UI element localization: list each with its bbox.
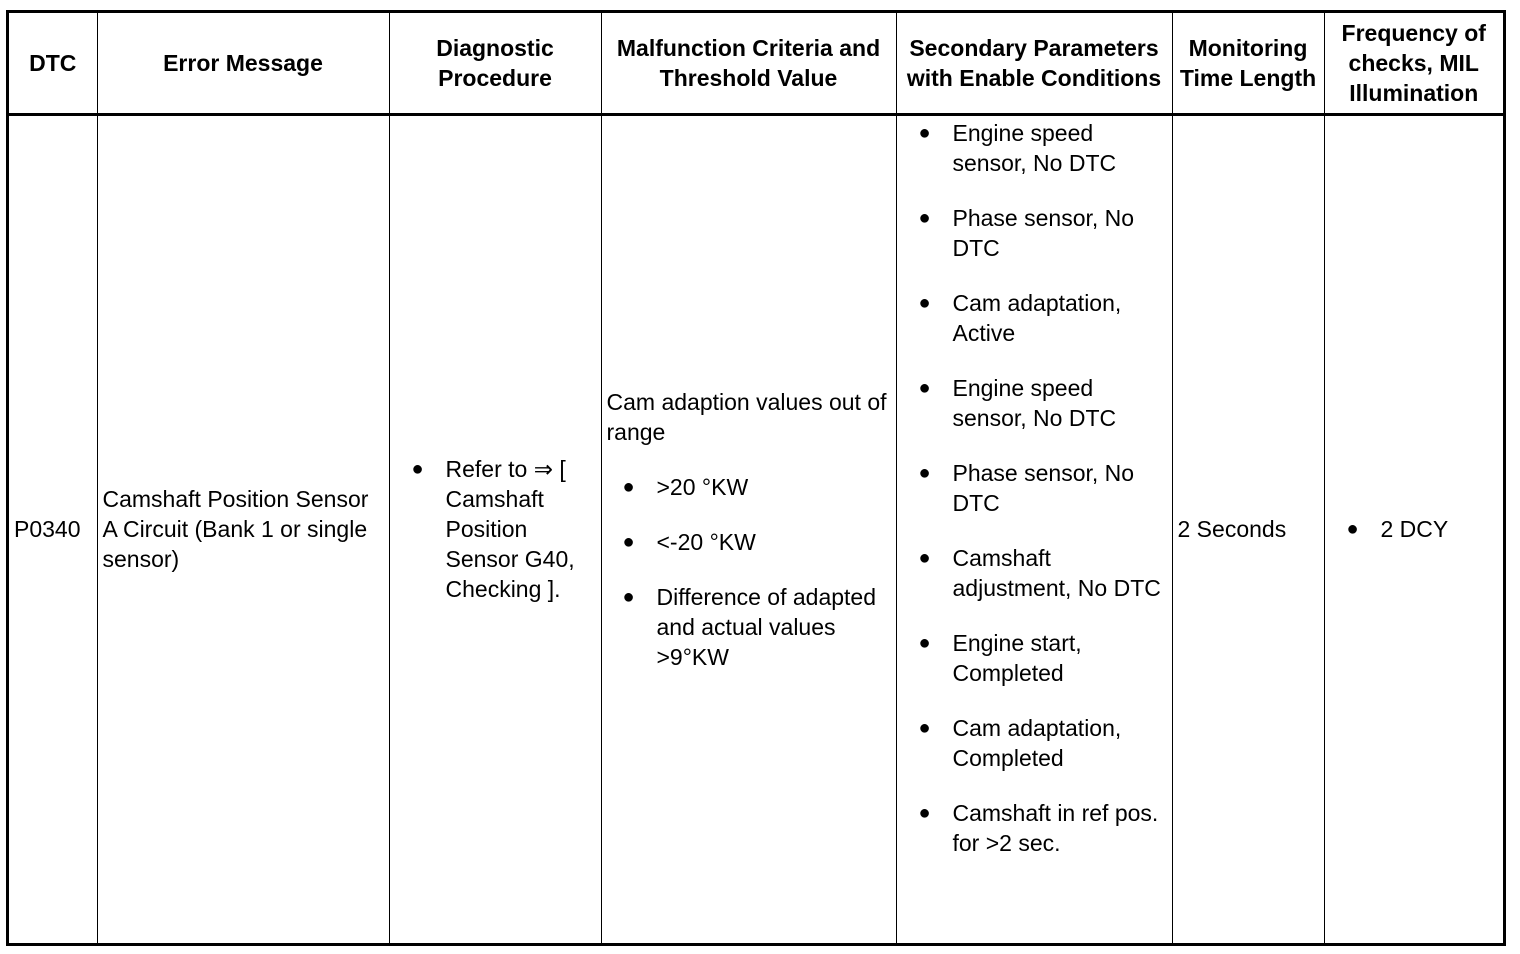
diagnostic-procedure-link[interactable]: ● Refer to ⇒ [ Camshaft Position Sensor G40, Checking ].: [412, 454, 595, 604]
header-row: [9, 13, 1503, 114]
header-diagnostic-procedure: Diagnostic Procedure: [389, 13, 601, 114]
secondary-parameter-item: ● Camshaft in ref pos. for >2 sec.: [919, 798, 1166, 858]
header-monitoring-time: Monitoring Time Length: [1172, 13, 1324, 114]
diagnostic-procedure-cell: [389, 114, 601, 943]
secondary-parameter-item: ● Camshaft adjustment, No DTC: [919, 543, 1166, 603]
header-malfunction-criteria: Malfunction Criteria and Threshold Value: [601, 13, 896, 114]
frequency-item: ● 2 DCY: [1347, 514, 1504, 544]
secondary-parameters-list: [919, 118, 1166, 858]
header-secondary-parameters: Secondary Parameters with Enable Conditions: [896, 13, 1172, 114]
malfunction-criteria-cell: [601, 114, 896, 943]
malfunction-item: ● Difference of adapted and actual values >9°KW: [623, 582, 890, 672]
diagnostic-procedure-list: [412, 454, 595, 604]
malfunction-criteria-list: [607, 472, 890, 672]
header-dtc: DTC: [9, 13, 97, 114]
malfunction-item: ● <-20 °KW: [623, 527, 890, 557]
dtc-table-frame: [6, 10, 1506, 946]
secondary-parameter-item: ● Engine speed sensor, No DTC: [919, 373, 1166, 433]
secondary-parameter-item: ● Cam adaptation, Active: [919, 288, 1166, 348]
header-error-message: Error Message: [97, 13, 389, 114]
secondary-parameters-cell: [896, 114, 1172, 943]
secondary-parameter-item: ● Cam adaptation, Completed: [919, 713, 1166, 773]
frequency-list: [1347, 514, 1504, 544]
secondary-parameter-item: ● Engine start, Completed: [919, 628, 1166, 688]
frequency-cell: [1324, 114, 1503, 943]
malfunction-intro: Cam adaption values out of range: [606, 388, 887, 445]
monitoring-time-cell: 2 Seconds: [1172, 114, 1324, 943]
table-row: [9, 114, 1503, 943]
secondary-parameter-item: ● Engine speed sensor, No DTC: [919, 118, 1166, 178]
dtc-table: [9, 13, 1503, 943]
dtc-code-cell: P0340: [9, 114, 97, 943]
secondary-parameter-item: ● Phase sensor, No DTC: [919, 458, 1166, 518]
secondary-parameter-item: ● Phase sensor, No DTC: [919, 203, 1166, 263]
header-frequency: Frequency of checks, MIL Illumination: [1324, 13, 1503, 114]
malfunction-item: ● >20 °KW: [623, 472, 890, 502]
error-message-cell: Camshaft Position Sensor A Circuit (Bank 1 or single sensor): [97, 114, 389, 943]
